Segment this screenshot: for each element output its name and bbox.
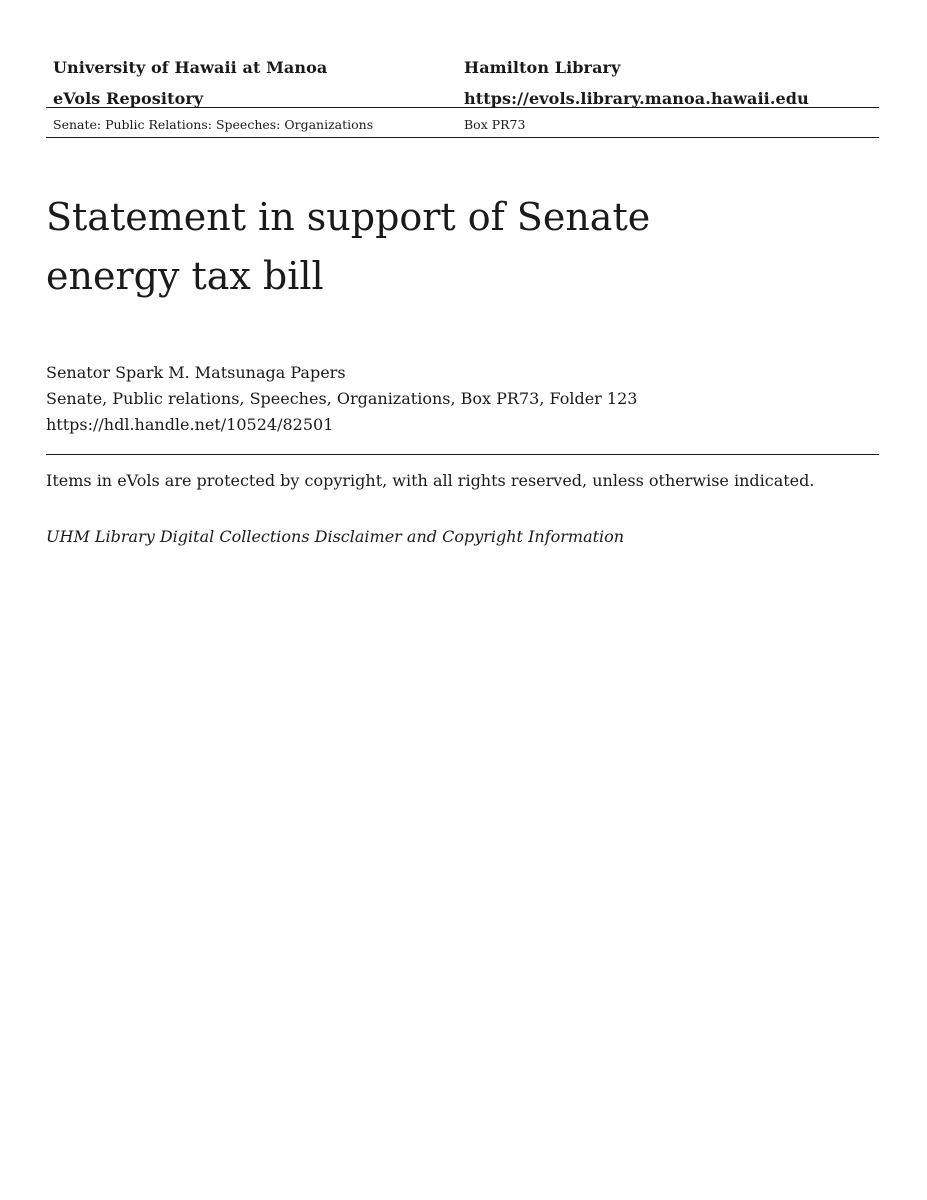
header-divider: [46, 107, 879, 108]
library-name: Hamilton Library: [464, 58, 621, 77]
folder-location: Senate, Public relations, Speeches, Organizations, Box PR73, Folder 123: [46, 389, 638, 408]
repository-url[interactable]: https://evols.library.manoa.hawaii.edu: [464, 89, 809, 108]
copyright-notice: Items in eVols are protected by copyright, with all rights reserved, unless otherwise indicated.: [46, 471, 815, 490]
handle-link[interactable]: https://hdl.handle.net/10524/82501: [46, 415, 334, 434]
repository-name: eVols Repository: [53, 89, 204, 108]
institution-name: University of Hawaii at Manoa: [53, 58, 328, 77]
header-row-2: [46, 83, 879, 114]
collection-name: Senator Spark M. Matsunaga Papers: [46, 363, 346, 382]
header-row-1: [46, 52, 879, 83]
box-label: Box PR73: [464, 117, 526, 132]
footer-divider: [46, 454, 879, 455]
series-divider: [46, 137, 879, 138]
disclaimer-link[interactable]: UHM Library Digital Collections Disclaimer and Copyright Information: [46, 527, 625, 546]
series-row: [46, 117, 879, 132]
document-title: Statement in support of Senate energy tax bill: [46, 195, 651, 298]
page-header: [46, 52, 879, 114]
series-path: Senate: Public Relations: Speeches: Organizations: [53, 117, 374, 132]
document-metadata: [46, 360, 637, 438]
